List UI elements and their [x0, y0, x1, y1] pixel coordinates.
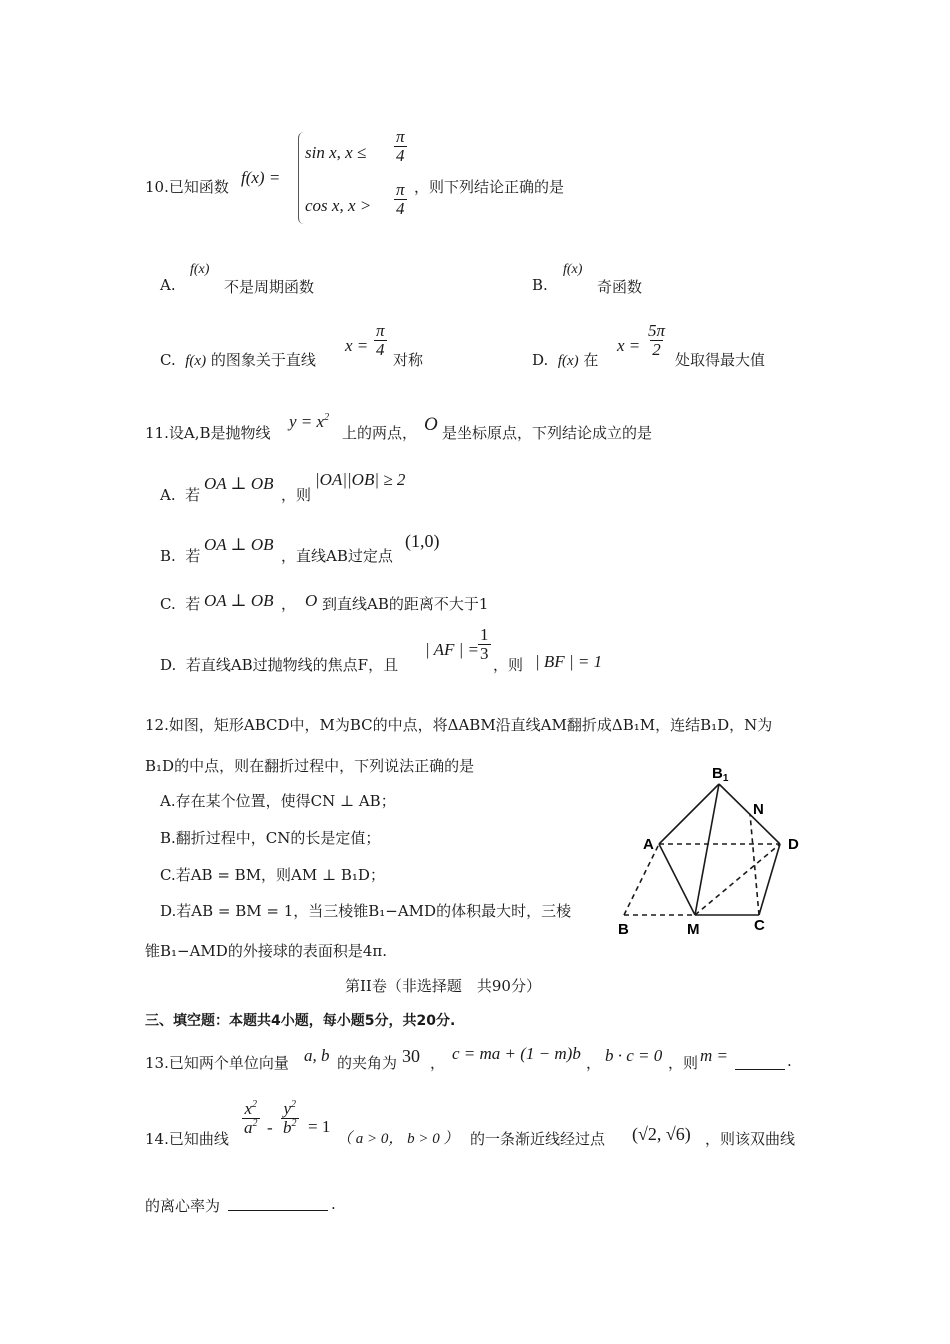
q13-text5: ，则 — [668, 1054, 699, 1072]
q10-option-d-text2: 处取得最大值 — [675, 351, 766, 369]
label-B: B — [618, 921, 629, 938]
q13-eq1: c = ma + (1 − m)b — [452, 1044, 581, 1063]
q13-angle: 30 — [402, 1046, 420, 1066]
q11-option-d: D. 若直线AB过抛物线的焦点F，且 — [160, 656, 399, 674]
q12-figure — [612, 762, 812, 942]
q11-option-d-bf: | BF | = 1 — [535, 652, 603, 671]
part2-heading: 第II卷（非选择题 共90分） — [345, 977, 541, 995]
q14-minus: - — [267, 1118, 273, 1137]
q14-end: . — [331, 1195, 336, 1213]
label-B1: $B_1$ — [712, 765, 729, 784]
q11-option-b-pt: (1,0) — [405, 531, 440, 551]
q13-vec: a, b — [304, 1046, 330, 1065]
q11-curve: $y = x^2$ — [289, 412, 330, 431]
q10-option-a-func: f(x) — [190, 262, 210, 277]
q10-case2: cos x, x > — [305, 196, 372, 215]
q10-option-d-eq: x = — [617, 336, 641, 355]
q10-option-d-frac: $\frac{5\pi}{2}$ — [648, 321, 666, 359]
label-D: D — [788, 836, 799, 853]
q13-text1: 13.已知两个单位向量 — [145, 1054, 289, 1072]
q11-option-a: A. 若 — [160, 486, 201, 504]
q13-text3: ， — [430, 1054, 446, 1072]
q10-option-a: A. — [160, 276, 176, 294]
q12-line2: B₁D的中点，则在翻折过程中，下列说法正确的是 — [145, 757, 475, 775]
edge-C-D — [759, 844, 780, 915]
q11-option-c-text2: ， — [281, 595, 297, 613]
q11-text2: 是坐标原点，下列结论成立的是 — [442, 424, 653, 442]
edge-B-A — [624, 844, 659, 915]
q11-option-a-cond: OA ⊥ OB — [204, 474, 274, 493]
label-A: A — [643, 836, 654, 853]
q10-suffix: ，则下列结论正确的是 — [414, 178, 565, 196]
q10-option-a-text: 不是周期函数 — [224, 278, 315, 296]
q10-case1-frac: $\frac{\pi}{4}$ — [396, 127, 405, 165]
q11-option-d-frac: $\frac{1}{3}$ — [480, 625, 489, 663]
edge-B1-D — [719, 784, 780, 844]
q13-m: m = — [700, 1046, 728, 1065]
q14-line2: 的离心率为 — [145, 1197, 221, 1215]
section3-heading: 三、填空题：本题共4小题，每小题5分，共20分. — [145, 1013, 456, 1029]
q11-option-a-res: |OA||OB| ≥ 2 — [315, 470, 406, 489]
q11-option-c-text3: 到直线AB的距离不大于1 — [322, 595, 489, 613]
q11-option-d-text2: ，则 — [493, 656, 524, 674]
q10-option-b-func: f(x) — [563, 262, 583, 277]
q14-point: (√2, √6) — [632, 1124, 691, 1144]
q11-option-a-text2: ，则 — [281, 486, 312, 504]
q11-origin: O — [424, 414, 438, 435]
q10-stem — [145, 176, 229, 197]
q12-option-c: C.若AB = BM，则AM ⊥ B₁D； — [160, 866, 385, 884]
edge-A-M — [659, 844, 695, 915]
q13-end: . — [787, 1052, 792, 1070]
q13-text4: ， — [586, 1054, 602, 1072]
label-N: N — [753, 801, 764, 818]
q10-prefix: 10.已知函数 — [145, 178, 229, 196]
q13-text2: 的夹角为 — [337, 1054, 398, 1072]
q12-option-d-line1: D.若AB = BM = 1，当三棱锥B₁−AMD的体积最大时，三棱 — [160, 902, 572, 920]
q13-eq2: b · c = 0 — [605, 1046, 663, 1065]
q12-line1: 12.如图，矩形ABCD中，M为BC的中点，将ΔABM沿直线AM翻折成ΔB₁M，连结B₁D，N为 — [145, 716, 773, 734]
q14-text2: 的一条渐近线经过点 — [470, 1130, 606, 1148]
q12-option-d-line2: 锥B₁−AMD的外接球的表面积是4π. — [145, 942, 387, 960]
q11-stem: 11.设A,B是抛物线 — [145, 424, 271, 442]
q14-frac-x: $\frac{x^2}{a^2}$ — [244, 1099, 258, 1137]
q11-option-b: B. 若 — [160, 547, 201, 565]
q10-option-d: D. f(x) 在 — [532, 351, 599, 369]
q12-option-b: B.翻折过程中，CN的长是定值； — [160, 829, 381, 847]
q11-option-b-cond: OA ⊥ OB — [204, 535, 274, 554]
q14-cond: （ a > 0， b > 0 ） — [337, 1131, 459, 1147]
q11-option-c-cond: OA ⊥ OB — [204, 591, 274, 610]
q10-option-b: B. — [532, 276, 548, 294]
q10-option-b-text: 奇函数 — [597, 278, 643, 296]
q12-option-a: A.存在某个位置，使得CN ⊥ AB； — [160, 792, 396, 810]
q10-option-c-text2: 对称 — [393, 351, 424, 369]
q11-option-c-o: O — [305, 591, 318, 610]
q14-answer-blank[interactable] — [228, 1196, 328, 1211]
q10-case1: sin x, x ≤ — [305, 143, 367, 162]
q14-frac-y: $\frac{y^2}{b^2}$ — [283, 1099, 297, 1137]
q10-option-c-eq: x = — [345, 336, 369, 355]
q13-answer-blank[interactable] — [735, 1055, 785, 1070]
q11-option-c: C. 若 — [160, 595, 201, 613]
edge-C-N — [750, 814, 759, 915]
q10-case2-frac: $\frac{\pi}{4}$ — [396, 180, 405, 218]
q10-func: f(x) = — [241, 168, 281, 187]
label-C: C — [754, 917, 765, 934]
label-M: M — [687, 921, 700, 938]
q10-option-c-frac: $\frac{\pi}{4}$ — [376, 321, 385, 359]
q11-text1: 上的两点， — [342, 424, 418, 442]
edge-M-D — [695, 844, 780, 915]
q11-option-b-text2: ，直线AB过定点 — [281, 547, 393, 565]
q11-option-d-af: | AF | = — [425, 640, 480, 659]
q14-eq: = 1 — [308, 1117, 331, 1136]
q10-brace — [298, 132, 305, 224]
q14-text3: ，则该双曲线 — [705, 1130, 796, 1148]
q10-option-c: C. f(x) 的图象关于直线 — [160, 351, 316, 369]
q14-text1: 14.已知曲线 — [145, 1130, 229, 1148]
